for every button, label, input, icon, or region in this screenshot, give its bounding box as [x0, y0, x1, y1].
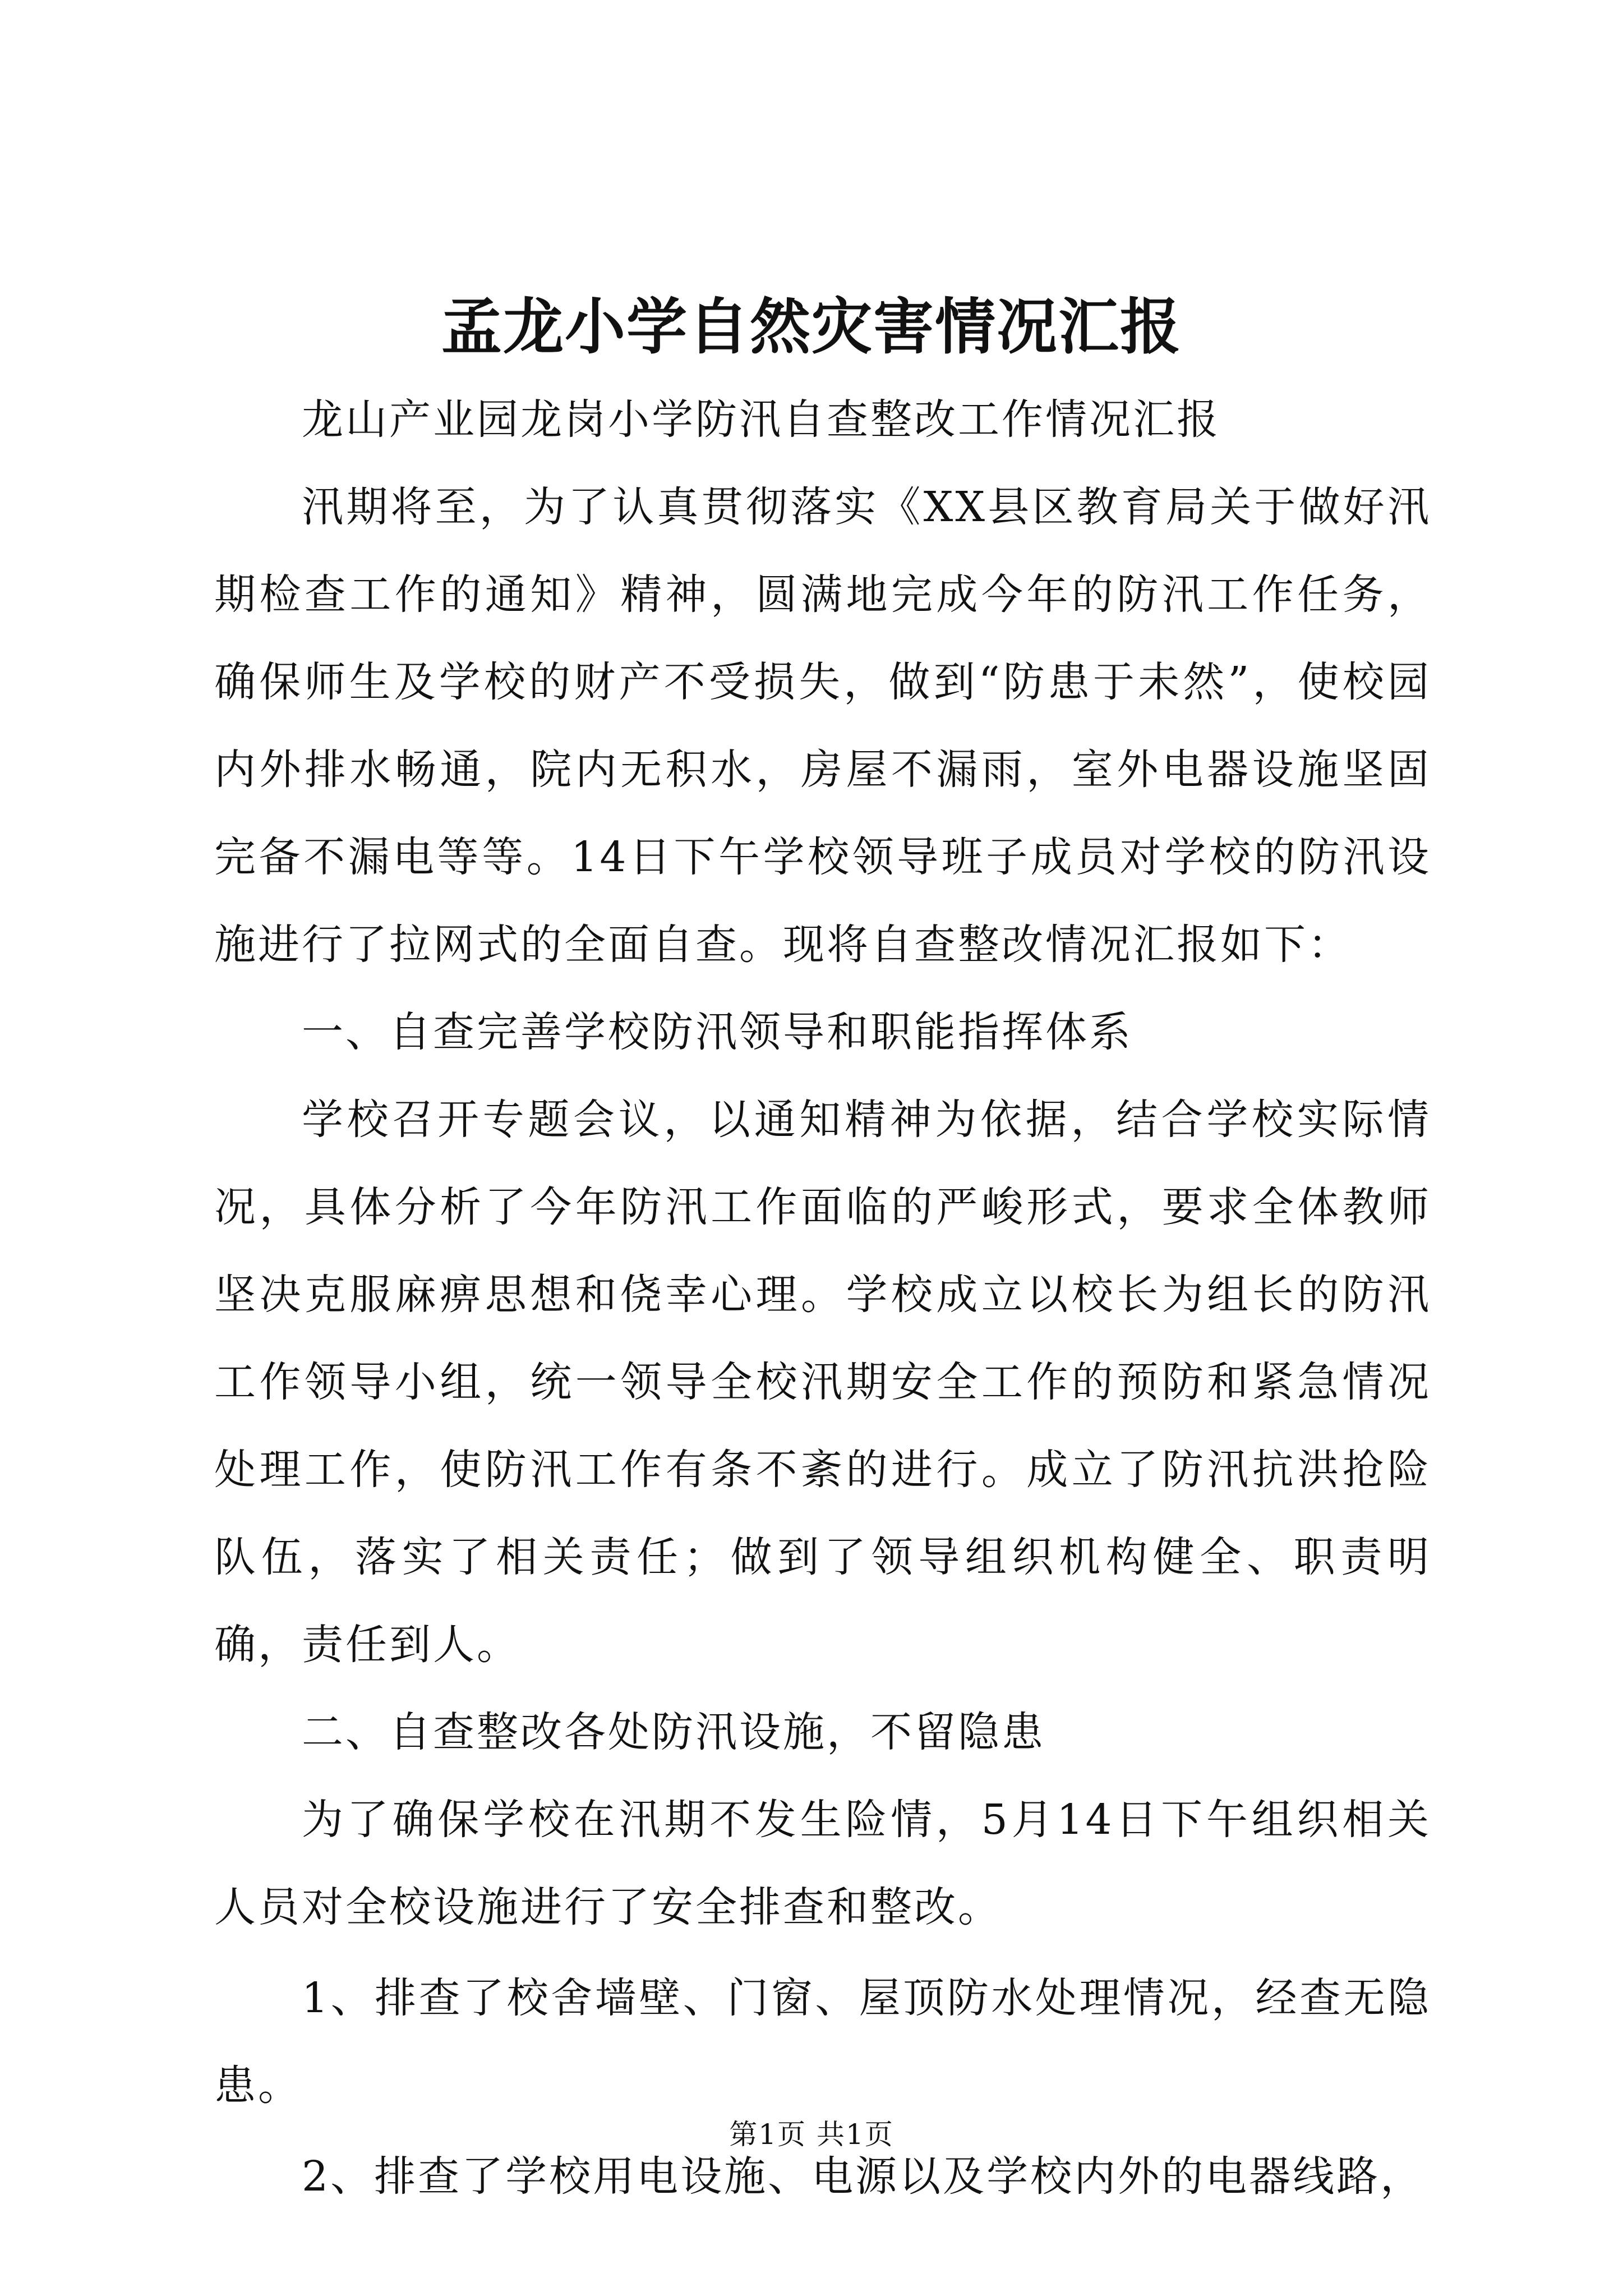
list-item-2: 2、排查了学校用电设施、电源以及学校内外的电器线路， — [302, 2152, 1424, 2201]
page-footer: 第1页 共1页 — [729, 2118, 894, 2151]
document-title: 孟龙小学自然灾害情况汇报 — [441, 292, 1182, 362]
section-1-paragraph: 学校召开专题会议，以通知精神为依据，结合学校实际情况，具体分析了今年防汛工作面临的严峻形式，要求全体教师坚决克服麻痹思想和侥幸心理。学校成立以校长为组长的防汛工作领导小组，统一领导全校汛期安全工作的预防和紧急情况处理工作，使防汛工作有条不紊的进行。成立了防汛抗洪抢险队伍，落实了相关责任；做到了领导组织机构健全、职责明确，责任到人。 — [214, 1096, 1431, 1669]
subtitle-paragraph: 龙山产业园龙岗小学防汛自查整改工作情况汇报 — [302, 395, 1220, 444]
section-heading-1: 一、自查完善学校防汛领导和职能指挥体系 — [302, 1008, 1133, 1056]
section-2-paragraph: 为了确保学校在汛期不发生险情，5月14日下午组织相关人员对全校设施进行了安全排查和整改。 — [214, 1796, 1431, 1931]
intro-paragraph: 汛期将至，为了认真贯彻落实《XX县区教育局关于做好汛期检查工作的通知》精神，圆满地完成今年的防汛工作任务，确保师生及学校的财产不受损失，做到“防患于未然”，使校园内外排水畅通，院内无积水，房屋不漏雨，室外电器设施坚固完备不漏电等等。14日下午学校领导班子成员对学校的防汛设施进行了拉网式的全面自查。现将自查整改情况汇报如下： — [214, 483, 1431, 969]
document-body — [214, 376, 1431, 2220]
list-item-1: 1、排查了校舍墙壁、门窗、屋顶防水处理情况，经查无隐患。 — [214, 1974, 1431, 2110]
section-heading-2: 二、自查整改各处防汛设施，不留隐患 — [302, 1708, 1045, 1756]
